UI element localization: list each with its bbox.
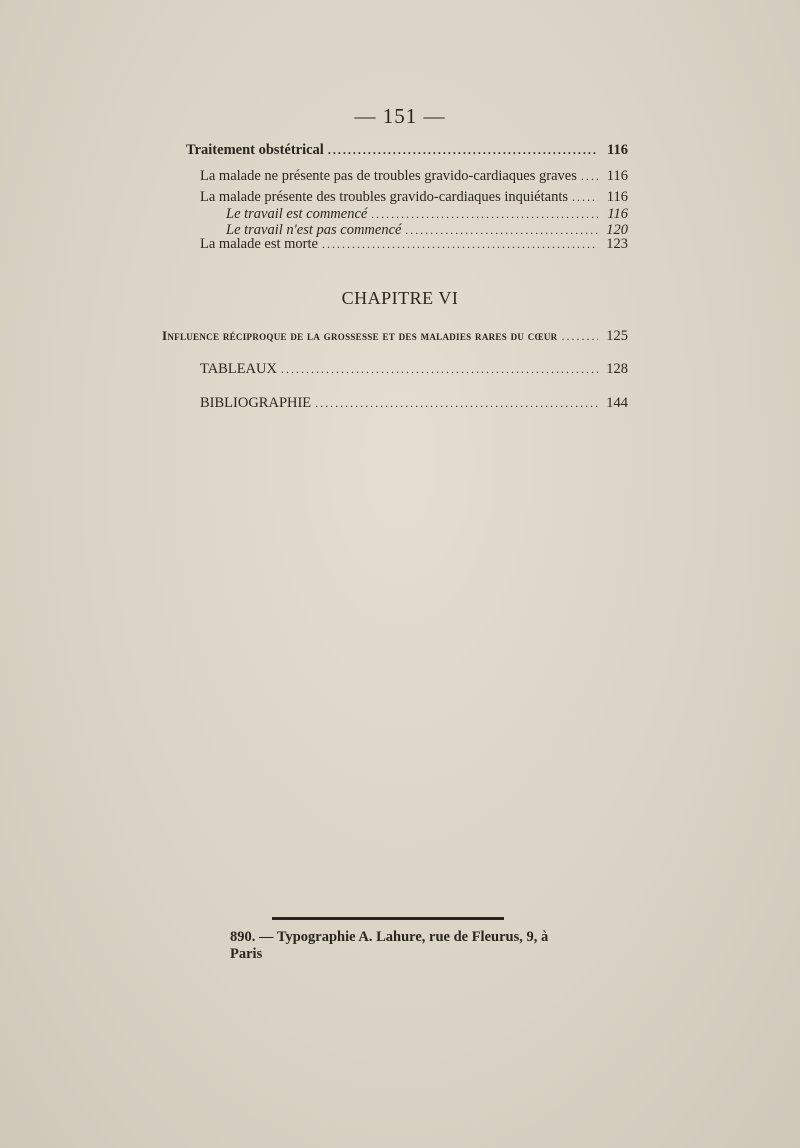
- toc-entry: [226, 206, 628, 223]
- page-number: — 151 —: [354, 104, 446, 128]
- toc-entry: [200, 168, 628, 185]
- toc-entry-page: 116: [607, 142, 628, 158]
- chapter-entry: [162, 328, 628, 345]
- toc-entry-label: Le travail n'est pas commencé: [226, 222, 402, 238]
- imprint-rule: [272, 917, 504, 920]
- toc-entry: [186, 142, 628, 159]
- toc-entry-label: La malade ne présente pas de troubles gravido-cardiaques graves: [200, 168, 577, 184]
- toc-entry-label: La malade est morte: [200, 236, 318, 252]
- toc-entry-page: 116: [606, 189, 628, 205]
- toc-entry: [200, 236, 628, 253]
- printer-imprint: 890. — Typographie A. Lahure, rue de Fleurus, 9, à Paris: [230, 929, 549, 962]
- leader-dots: [371, 207, 598, 222]
- chapter-entry-page: 128: [606, 361, 628, 377]
- chapter-entry-label: Influence réciproque de la grossesse et des maladies rares du cœur: [162, 328, 558, 343]
- leader-dots: [281, 362, 598, 377]
- chapter-entry: [200, 395, 628, 412]
- chapter-entry-page: 144: [606, 395, 628, 411]
- toc-entry-page: 116: [606, 168, 628, 184]
- toc-entry-page: 116: [607, 206, 628, 222]
- leader-dots: [322, 237, 598, 252]
- chapter-entry-label: TABLEAUX: [200, 361, 277, 377]
- chapter-entry: [200, 361, 628, 378]
- toc-entry-label: Le travail est commencé: [226, 206, 368, 222]
- toc-entry-page: 123: [606, 236, 628, 252]
- toc-entry-label: Traitement obstétrical: [186, 142, 324, 158]
- toc-entry-page: 120: [606, 222, 628, 238]
- chapter-entry-page: 125: [606, 328, 628, 344]
- chapter-heading: CHAPITRE VI: [341, 288, 459, 308]
- leader-dots: [581, 169, 598, 184]
- leader-dots: [315, 396, 598, 411]
- toc-entry: [200, 189, 628, 206]
- leader-dots: [328, 143, 598, 158]
- toc-entry-label: La malade présente des troubles gravido-cardiaques inquiétants: [200, 189, 569, 205]
- leader-dots: [561, 329, 598, 344]
- chapter-entry-label: BIBLIOGRAPHIE: [200, 395, 312, 411]
- leader-dots: [572, 190, 598, 205]
